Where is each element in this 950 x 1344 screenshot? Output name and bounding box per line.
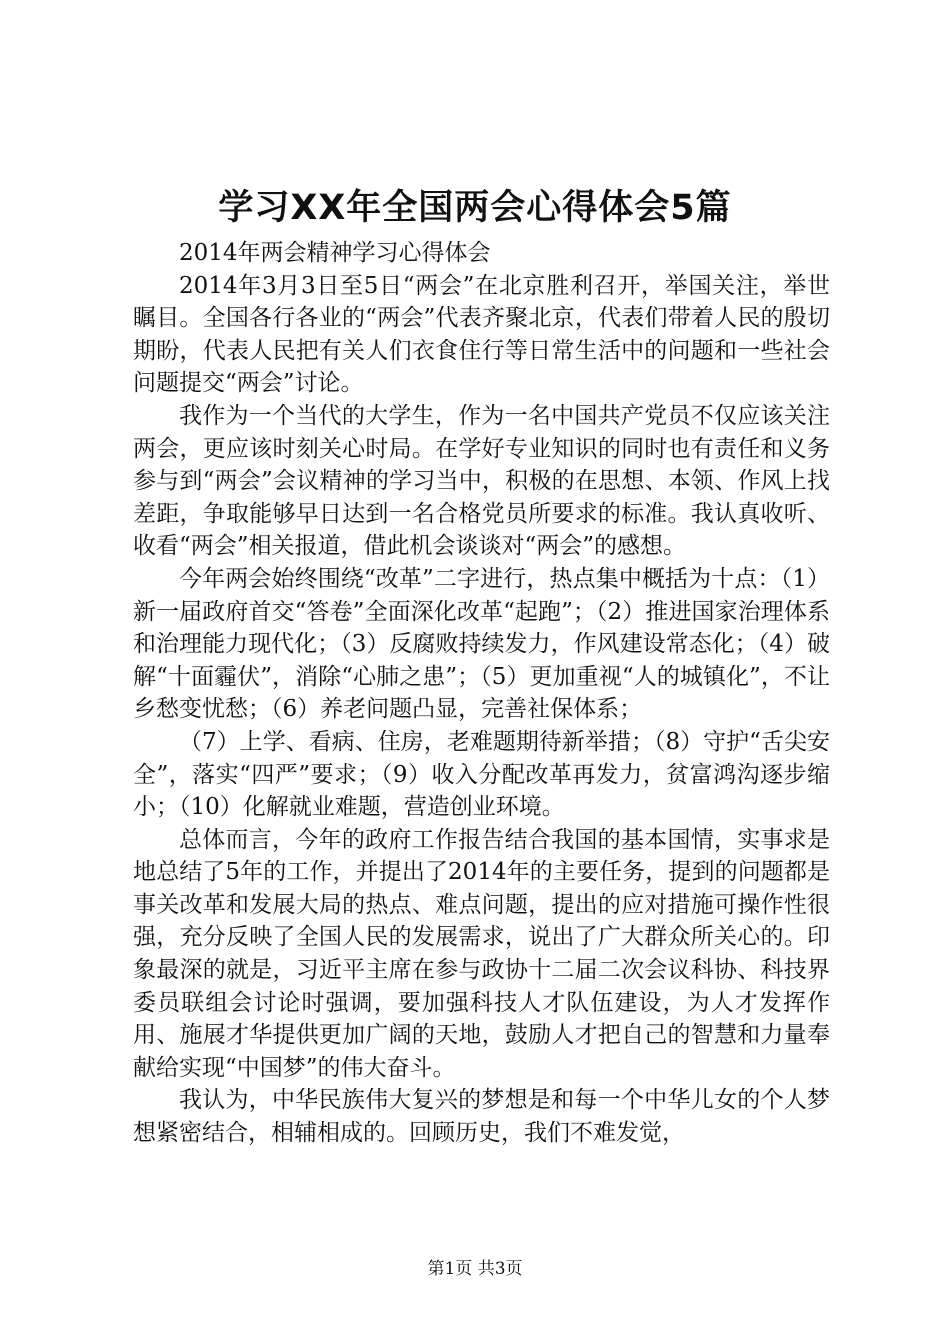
paragraph: 今年两会始终围绕“改革”二字进行，热点集中概括为十点：（1）新一届政府首交“答卷”全面深化改革“起跑”；（2）推进国家治理体系和治理能力现代化；（3）反腐败持续发力，作风建设常态化；（4）破解“十面霾伏”，消除“心肺之患”；（5）更加重视“人的城镇化”，不让乡愁变忧愁；（6）养老问题凸显，完善社保体系； <box>133 565 830 723</box>
paragraph-subtitle: 2014年两会精神学习心得体会 <box>179 240 491 266</box>
page-number-footer: 第1页 共3页 <box>427 1259 523 1279</box>
document-title: 学习XX年全国两会心得体会5篇 <box>218 188 732 228</box>
paragraph: 总体而言，今年的政府工作报告结合我国的基本国情，实事求是地总结了5年的工作，并提出了2014年的主要任务，提到的问题都是事关改革和发展大局的热点、难点问题，提出的应对措施可操作性很强，充分反映了全国人民的发展需求，说出了广大群众所关心的。印象最深的就是，习近平主席在参与政协十二届二次会议科协、科技界委员联组会讨论时强调，要加强科技人才队伍建设，为人才发挥作用、施展才华提供更加广阔的天地，鼓励人才把自己的智慧和力量奉献给实现“中国梦”的伟大奋斗。 <box>133 826 830 1081</box>
paragraph: （7）上学、看病、住房，老难题期待新举措；（8）守护“舌尖安全”，落实“四严”要求；（9）收入分配改革再发力，贫富鸿沟逐步缩小；（10）化解就业难题，营造创业环境。 <box>133 728 830 821</box>
document-body <box>133 237 830 1150</box>
paragraph: 2014年3月3日至5日“两会”在北京胜利召开，举国关注，举世瞩目。全国各行各业的“两会”代表齐聚北京，代表们带着人民的殷切期盼，代表人民把有关人们衣食住行等日常生活中的问题和一些社会问题提交“两会”讨论。 <box>133 272 830 397</box>
paragraph: 我作为一个当代的大学生，作为一名中国共产党员不仅应该关注两会，更应该时刻关心时局。在学好专业知识的同时也有责任和义务参与到“两会”会议精神的学习当中，积极的在思想、本领、作风上找差距，争取能够早日达到一名合格党员所要求的标准。我认真收听、收看“两会”相关报道，借此机会谈谈对“两会”的感想。 <box>133 402 830 560</box>
paragraph: 我认为，中华民族伟大复兴的梦想是和每一个中华儿女的个人梦想紧密结合，相辅相成的。回顾历史，我们不难发觉， <box>133 1087 830 1147</box>
